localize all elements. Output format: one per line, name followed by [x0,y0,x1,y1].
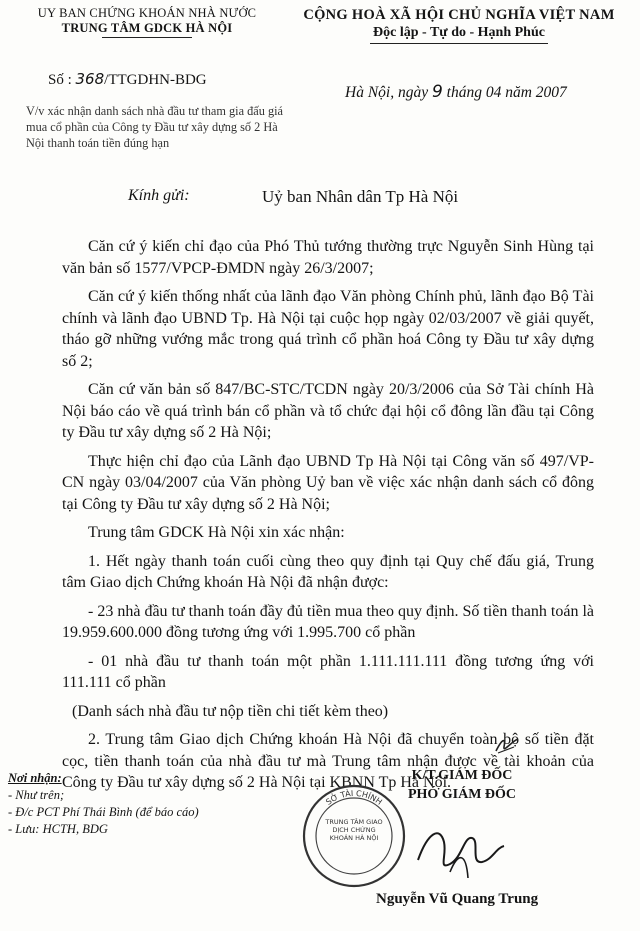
paragraph-basis-2: Căn cứ ý kiến thống nhất của lãnh đạo Văn phòng Chính phủ, lãnh đạo Bộ Tài chính và lãnh đạo UBND Tp. Hà Nội tại cuộc họp ngày 02/03/2007 về giải quyết, tháo gỡ những vướng mắc trong quá trình cổ phần hoá Công ty Đầu tư xây dựng số 2; [62,288,594,370]
paragraph-basis-1: Căn cứ ý kiến chỉ đạo của Phó Thủ tướng thường trực Nguyễn Sinh Hùng tại văn bản số 1577/VPCP-ĐMDN ngày 26/3/2007; [62,238,594,277]
signer-name: Nguyễn Vũ Quang Trung [376,891,539,907]
letter-body [62,236,594,801]
motto-underline [370,43,548,44]
salutation-label: Kính gửi: [128,187,190,204]
paragraph-confirmation-intro: Trung tâm GDCK Hà Nội xin xác nhận: [88,524,345,541]
paragraph-basis-3: Căn cứ văn bản số 847/BC-STC/TCDN ngày 20/3/2006 của Sở Tài chính Hà Nội báo cáo về quá trình bán cổ phần và tổ chức đại hội cổ đông lần đầu tại Công ty Đầu tư xây dựng số 2 Hà Nội; [62,381,594,441]
recipients-list [8,770,278,838]
paragraph-point-2: 2. Trung tâm Giao dịch Chứng khoán Hà Nội đã chuyển toàn bộ số tiền đặt cọc, tiền thanh toán của nhà đầu tư mà Trung tâm nhận được về tài khoản của Công ty Đầu tư xây dựng số 2 Hà Nội tại KBNN Tp Hà Nội. [62,731,594,791]
date-day-handwritten: 9 [431,82,443,102]
national-motto: Độc lập - Tự do - Hạnh Phúc [373,25,545,40]
signature-position: PHÓ GIÁM ĐỐC [407,787,517,802]
recipient-item: - Đ/c PCT Phí Thái Bình (để báo cáo) [8,805,199,819]
doc-number-prefix: Số : [48,72,72,88]
subject-line: V/v xác nhận danh sách nhà đầu tư tham gia đấu giá mua cổ phần của Công ty Đầu tư xây dựng số 2 Hà Nội thanh toán tiền đúng hạn [26,104,283,150]
org-parent-name: UY BAN CHỨNG KHOÁN NHÀ NƯỚC [37,6,257,20]
paragraph-full-payment: - 23 nhà đầu tư thanh toán đầy đủ tiền mua theo quy định. Số tiền thanh toán là 19.959.600.000 đồng tương ứng với 1.995.700 cổ phần [62,602,594,641]
issue-date [345,82,567,102]
paragraph-implementation: Thực hiện chỉ đạo của Lãnh đạo UBND Tp Hà Nội tại Công văn số 497/VP-CN ngày 03/04/2007 của Văn phòng Uỷ ban về việc xác nhận danh sách cổ đông tại Công ty Đầu tư xây dựng số 2 Hà Nội; [62,452,594,513]
issuing-organization [16,6,278,38]
org-underline [102,37,192,38]
recipient-item: - Lưu: HCTH, BDG [8,822,108,836]
doc-number-suffix: /TTGDHN-BDG [104,72,207,88]
recipient-item: - Như trên; [8,788,65,802]
paragraph-attachment-note: (Danh sách nhà đầu tư nộp tiền chi tiết kèm theo) [72,702,389,720]
salutation-recipient: Uỷ ban Nhân dân Tp Hà Nội [262,187,459,206]
date-month-year: tháng 04 năm 2007 [446,84,567,101]
country-name: CỘNG HOÀ XÃ HỘI CHỦ NGHĨA VIỆT NAM [303,7,615,23]
official-seal-stamp [300,782,408,890]
handwritten-signature [410,812,510,892]
doc-number-handwritten: 368 [75,70,105,88]
signature-on-behalf: K/T.GIÁM ĐỐC [411,768,513,783]
stamp-center-text: TRUNG TÂM GIAO DỊCH CHỨNG KHOÁN HÀ NỘI [325,818,383,842]
stamp-center [322,818,386,860]
national-heading [286,6,632,44]
recipients-title: Nơi nhận: [8,771,62,785]
stamp-arc-textpath: SỞ TÀI CHÍNH [324,788,384,807]
org-unit-name: TRUNG TÂM GDCK HÀ NỘI [61,21,233,35]
paragraph-point-1: 1. Hết ngày thanh toán cuối cùng theo quy định tại Quy chế đấu giá, Trung tâm Giao dịch Chứng khoán Hà Nội đã nhận được: [62,552,594,591]
handwritten-initial-mark [492,733,522,757]
paragraph-partial-payment: - 01 nhà đầu tư thanh toán một phần 1.111.111.111 đồng tương ứng với 111.111 cổ phần [62,652,594,691]
document-number [48,70,207,89]
date-prefix: Hà Nội, ngày [345,84,429,101]
